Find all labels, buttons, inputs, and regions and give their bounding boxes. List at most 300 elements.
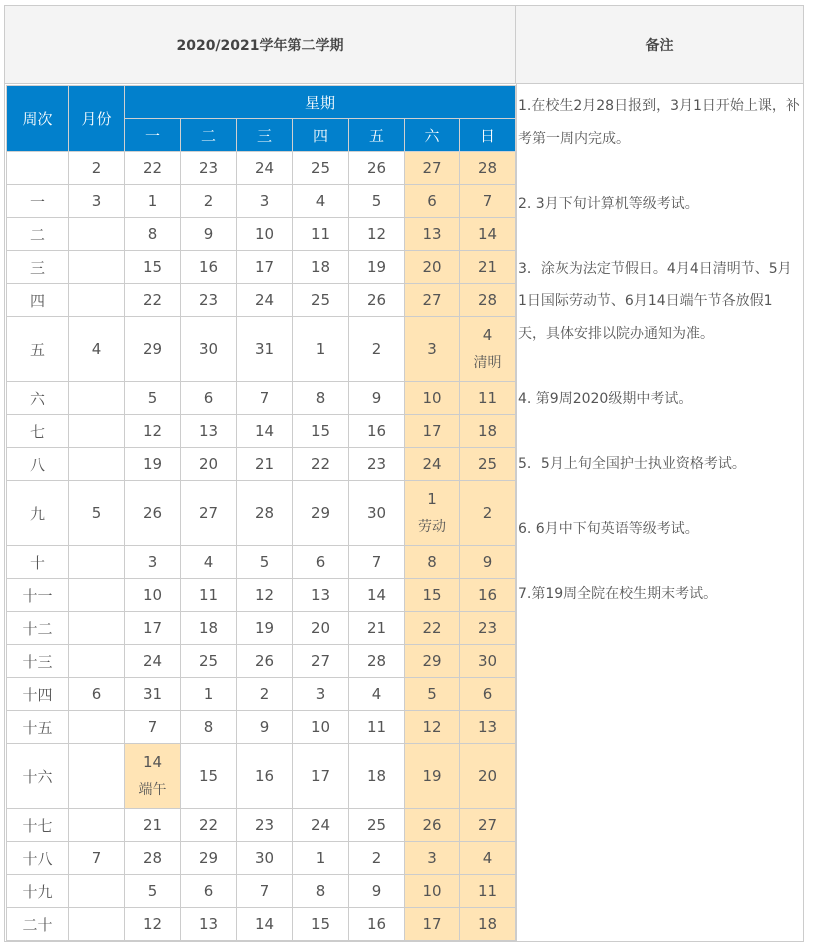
day-cell bbox=[293, 152, 349, 185]
weekday-header-thu: 四 bbox=[293, 119, 349, 152]
day-cell bbox=[293, 415, 349, 448]
day-cell bbox=[349, 842, 405, 875]
day-cell bbox=[181, 711, 237, 744]
day-cell bbox=[460, 152, 516, 185]
day-number: 30 bbox=[477, 652, 498, 670]
day-number: 27 bbox=[198, 504, 219, 522]
day-cell bbox=[460, 809, 516, 842]
day-number: 1 bbox=[203, 685, 214, 703]
day-number: 11 bbox=[198, 586, 219, 604]
day-cell bbox=[125, 678, 181, 711]
day-cell bbox=[460, 481, 516, 546]
weekday-header-sat: 六 bbox=[405, 119, 460, 152]
day-cell bbox=[293, 317, 349, 382]
month-cell bbox=[69, 744, 125, 809]
day-cell bbox=[349, 481, 405, 546]
month-cell bbox=[69, 251, 125, 284]
day-cell bbox=[293, 481, 349, 546]
day-cell bbox=[460, 546, 516, 579]
day-number: 10 bbox=[254, 225, 275, 243]
day-number: 13 bbox=[422, 225, 442, 243]
day-number: 12 bbox=[366, 225, 387, 243]
calendar-grid bbox=[6, 85, 516, 941]
day-number: 27 bbox=[422, 159, 442, 177]
day-cell bbox=[237, 481, 293, 546]
day-number: 26 bbox=[366, 291, 387, 309]
day-cell bbox=[460, 251, 516, 284]
day-number: 26 bbox=[422, 816, 442, 834]
day-cell bbox=[181, 481, 237, 546]
day-number: 22 bbox=[142, 159, 163, 177]
day-number: 8 bbox=[315, 882, 326, 900]
day-cell bbox=[125, 284, 181, 317]
day-cell bbox=[293, 711, 349, 744]
day-cell bbox=[125, 645, 181, 678]
week-number-cell: 十九 bbox=[7, 875, 69, 908]
day-cell bbox=[125, 185, 181, 218]
day-number: 23 bbox=[198, 291, 219, 309]
day-cell bbox=[293, 842, 349, 875]
day-cell bbox=[405, 711, 460, 744]
day-number: 16 bbox=[198, 258, 219, 276]
semester-title: 2020/2021学年第二学期 bbox=[5, 6, 516, 84]
day-cell bbox=[125, 448, 181, 481]
day-number: 6 bbox=[315, 553, 326, 571]
day-number: 4 bbox=[371, 685, 382, 703]
day-number: 1 bbox=[315, 849, 326, 867]
calendar-body bbox=[7, 152, 516, 941]
day-cell bbox=[349, 579, 405, 612]
day-cell bbox=[237, 809, 293, 842]
day-cell bbox=[293, 908, 349, 941]
month-cell bbox=[69, 875, 125, 908]
day-number: 10 bbox=[422, 882, 442, 900]
week-number-cell bbox=[7, 152, 69, 185]
note-item: 7.第19周全院在校生期末考试。 bbox=[518, 585, 718, 602]
day-cell bbox=[181, 612, 237, 645]
day-number: 2 bbox=[371, 849, 382, 867]
day-number: 16 bbox=[254, 767, 275, 785]
note-spacer bbox=[518, 480, 800, 513]
day-number: 12 bbox=[142, 915, 163, 933]
day-cell bbox=[237, 908, 293, 941]
day-cell bbox=[349, 218, 405, 251]
day-cell bbox=[460, 579, 516, 612]
note-item: 5．5月上旬全国护士执业资格考试。 bbox=[518, 455, 746, 472]
day-number: 9 bbox=[371, 882, 382, 900]
day-number: 15 bbox=[310, 915, 331, 933]
day-number: 3 bbox=[427, 340, 437, 358]
month-cell bbox=[69, 612, 125, 645]
day-cell bbox=[125, 809, 181, 842]
day-cell bbox=[125, 744, 181, 809]
weekday-header-wed: 三 bbox=[237, 119, 293, 152]
day-cell bbox=[460, 875, 516, 908]
week-number-cell: 十二 bbox=[7, 612, 69, 645]
day-number: 9 bbox=[203, 225, 214, 243]
day-number: 14 bbox=[254, 422, 275, 440]
day-cell bbox=[237, 218, 293, 251]
note-spacer bbox=[518, 155, 800, 188]
day-number: 17 bbox=[254, 258, 275, 276]
day-cell bbox=[349, 744, 405, 809]
day-cell bbox=[293, 678, 349, 711]
day-cell bbox=[237, 875, 293, 908]
note-item: 6. 6月中下旬英语等级考试。 bbox=[518, 520, 699, 537]
day-cell bbox=[237, 579, 293, 612]
day-cell bbox=[181, 809, 237, 842]
month-cell bbox=[69, 579, 125, 612]
day-cell bbox=[237, 185, 293, 218]
day-cell bbox=[405, 645, 460, 678]
day-cell bbox=[405, 218, 460, 251]
day-number: 23 bbox=[366, 455, 387, 473]
day-number: 29 bbox=[142, 340, 163, 358]
day-number: 26 bbox=[366, 159, 387, 177]
week-number-cell: 十八 bbox=[7, 842, 69, 875]
table-row bbox=[7, 251, 516, 284]
day-number: 26 bbox=[254, 652, 275, 670]
day-number: 6 bbox=[482, 685, 493, 703]
day-cell bbox=[349, 711, 405, 744]
day-cell bbox=[181, 645, 237, 678]
day-cell bbox=[405, 317, 460, 382]
day-number: 15 bbox=[422, 586, 442, 604]
day-cell bbox=[181, 744, 237, 809]
day-cell bbox=[125, 152, 181, 185]
day-number: 25 bbox=[198, 652, 219, 670]
day-number: 19 bbox=[254, 619, 275, 637]
note-item: 3．涂灰为法定节假日。4月4日清明节、5月1日国际劳动节、6月14日端午节各放假1天，具体安排以院办通知为准。 bbox=[518, 260, 792, 342]
month-cell: 2 bbox=[69, 152, 125, 185]
day-number: 30 bbox=[254, 849, 275, 867]
day-cell bbox=[237, 744, 293, 809]
day-number: 28 bbox=[477, 159, 498, 177]
day-number: 13 bbox=[198, 422, 219, 440]
day-cell bbox=[460, 744, 516, 809]
day-cell bbox=[460, 317, 516, 382]
day-cell bbox=[181, 448, 237, 481]
day-cell bbox=[460, 218, 516, 251]
day-number: 14 bbox=[142, 753, 163, 771]
day-number: 22 bbox=[422, 619, 442, 637]
holiday-label: 端午 bbox=[138, 782, 167, 798]
day-number: 24 bbox=[422, 455, 442, 473]
day-cell bbox=[237, 284, 293, 317]
day-number: 3 bbox=[259, 192, 270, 210]
week-number-cell: 八 bbox=[7, 448, 69, 481]
table-row bbox=[7, 908, 516, 941]
week-number-cell: 十 bbox=[7, 546, 69, 579]
day-cell bbox=[293, 612, 349, 645]
day-number: 16 bbox=[366, 422, 387, 440]
day-cell bbox=[237, 251, 293, 284]
day-number: 23 bbox=[254, 816, 275, 834]
day-cell bbox=[293, 809, 349, 842]
day-cell bbox=[293, 448, 349, 481]
month-cell bbox=[69, 711, 125, 744]
day-number: 14 bbox=[254, 915, 275, 933]
month-cell bbox=[69, 546, 125, 579]
note-spacer bbox=[518, 545, 800, 578]
day-number: 6 bbox=[427, 192, 437, 210]
day-number: 9 bbox=[482, 553, 493, 571]
day-number: 20 bbox=[422, 258, 442, 276]
day-cell bbox=[460, 284, 516, 317]
day-number: 24 bbox=[310, 816, 331, 834]
day-cell bbox=[460, 678, 516, 711]
day-cell bbox=[237, 546, 293, 579]
day-cell bbox=[181, 678, 237, 711]
day-number: 1 bbox=[315, 340, 326, 358]
day-number: 7 bbox=[482, 192, 493, 210]
week-number-cell: 十五 bbox=[7, 711, 69, 744]
day-number: 19 bbox=[142, 455, 163, 473]
day-number: 3 bbox=[427, 849, 437, 867]
day-number: 17 bbox=[310, 767, 331, 785]
day-cell bbox=[349, 382, 405, 415]
day-cell bbox=[349, 875, 405, 908]
day-number: 4 bbox=[315, 192, 326, 210]
table-row bbox=[7, 612, 516, 645]
day-number: 25 bbox=[310, 159, 331, 177]
day-number: 13 bbox=[310, 586, 331, 604]
day-cell bbox=[460, 612, 516, 645]
day-number: 12 bbox=[142, 422, 163, 440]
day-cell bbox=[237, 382, 293, 415]
day-cell bbox=[460, 185, 516, 218]
day-number: 5 bbox=[147, 389, 158, 407]
day-number: 14 bbox=[477, 225, 498, 243]
day-cell bbox=[181, 152, 237, 185]
day-number: 11 bbox=[366, 718, 387, 736]
table-row bbox=[7, 382, 516, 415]
table-row bbox=[7, 284, 516, 317]
day-number: 20 bbox=[198, 455, 219, 473]
day-cell bbox=[405, 251, 460, 284]
month-cell bbox=[69, 809, 125, 842]
day-cell bbox=[125, 481, 181, 546]
week-number-cell: 二十 bbox=[7, 908, 69, 941]
holiday-label: 劳动 bbox=[418, 519, 446, 535]
day-number: 21 bbox=[366, 619, 387, 637]
month-cell bbox=[69, 908, 125, 941]
table-row bbox=[7, 448, 516, 481]
day-cell bbox=[237, 152, 293, 185]
table-row bbox=[7, 218, 516, 251]
day-number: 18 bbox=[477, 915, 498, 933]
day-cell bbox=[293, 251, 349, 284]
day-cell bbox=[349, 185, 405, 218]
day-cell bbox=[293, 875, 349, 908]
day-cell bbox=[405, 875, 460, 908]
day-cell bbox=[237, 711, 293, 744]
day-cell bbox=[125, 317, 181, 382]
table-row bbox=[7, 711, 516, 744]
day-cell bbox=[405, 809, 460, 842]
week-number-cell: 四 bbox=[7, 284, 69, 317]
day-number: 26 bbox=[142, 504, 163, 522]
note-item: 1.在校生2月28日报到，3月1日开始上课，补考第一周内完成。 bbox=[518, 98, 800, 147]
week-number-cell: 十一 bbox=[7, 579, 69, 612]
holiday-label: 清明 bbox=[473, 355, 502, 371]
day-number: 30 bbox=[198, 340, 219, 358]
week-number-cell: 十七 bbox=[7, 809, 69, 842]
day-cell bbox=[405, 546, 460, 579]
day-cell bbox=[405, 481, 460, 546]
weekday-group-header: 星期 bbox=[125, 86, 516, 119]
day-cell bbox=[460, 908, 516, 941]
day-cell bbox=[181, 382, 237, 415]
day-number: 17 bbox=[142, 619, 163, 637]
day-cell bbox=[405, 152, 460, 185]
day-number: 21 bbox=[477, 258, 498, 276]
day-number: 18 bbox=[366, 767, 387, 785]
day-number: 18 bbox=[310, 258, 331, 276]
day-number: 24 bbox=[254, 291, 275, 309]
day-number: 8 bbox=[315, 389, 326, 407]
day-number: 9 bbox=[259, 718, 270, 736]
day-number: 2 bbox=[203, 192, 214, 210]
day-cell bbox=[293, 284, 349, 317]
day-cell bbox=[181, 218, 237, 251]
day-number: 3 bbox=[315, 685, 326, 703]
day-number: 1 bbox=[147, 192, 158, 210]
day-number: 28 bbox=[142, 849, 163, 867]
month-cell: 4 bbox=[69, 317, 125, 382]
day-number: 16 bbox=[477, 586, 498, 604]
day-number: 5 bbox=[259, 553, 270, 571]
day-cell bbox=[349, 284, 405, 317]
day-number: 9 bbox=[371, 389, 382, 407]
day-number: 12 bbox=[422, 718, 442, 736]
day-number: 5 bbox=[147, 882, 158, 900]
week-number-cell: 十六 bbox=[7, 744, 69, 809]
day-cell bbox=[181, 579, 237, 612]
day-number: 21 bbox=[142, 816, 163, 834]
day-number: 30 bbox=[366, 504, 387, 522]
day-cell bbox=[405, 744, 460, 809]
day-cell bbox=[293, 218, 349, 251]
table-row bbox=[7, 678, 516, 711]
day-cell bbox=[349, 678, 405, 711]
day-cell bbox=[349, 908, 405, 941]
day-cell bbox=[293, 382, 349, 415]
day-cell bbox=[405, 382, 460, 415]
month-cell: 5 bbox=[69, 481, 125, 546]
day-cell bbox=[125, 218, 181, 251]
day-number: 23 bbox=[198, 159, 219, 177]
day-number: 2 bbox=[482, 504, 493, 522]
column-divider bbox=[516, 84, 517, 941]
day-cell bbox=[405, 284, 460, 317]
day-number: 13 bbox=[477, 718, 498, 736]
day-number: 5 bbox=[427, 685, 437, 703]
day-number: 4 bbox=[203, 553, 214, 571]
table-row bbox=[7, 481, 516, 546]
day-cell bbox=[349, 152, 405, 185]
day-number: 19 bbox=[422, 767, 442, 785]
day-number: 2 bbox=[371, 340, 382, 358]
day-number: 27 bbox=[310, 652, 331, 670]
day-number: 4 bbox=[482, 326, 493, 344]
week-number-cell: 七 bbox=[7, 415, 69, 448]
day-number: 11 bbox=[477, 389, 498, 407]
month-cell: 3 bbox=[69, 185, 125, 218]
month-cell: 7 bbox=[69, 842, 125, 875]
note-spacer bbox=[518, 350, 800, 383]
table-row bbox=[7, 152, 516, 185]
week-number-cell: 十四 bbox=[7, 678, 69, 711]
day-cell bbox=[125, 875, 181, 908]
day-number: 7 bbox=[371, 553, 382, 571]
day-number: 21 bbox=[254, 455, 275, 473]
day-cell bbox=[181, 842, 237, 875]
day-number: 16 bbox=[366, 915, 387, 933]
week-number-cell: 一 bbox=[7, 185, 69, 218]
day-cell bbox=[181, 185, 237, 218]
month-cell bbox=[69, 415, 125, 448]
notes-header: 备注 bbox=[516, 6, 803, 84]
day-number: 5 bbox=[371, 192, 382, 210]
day-cell bbox=[405, 579, 460, 612]
day-number: 18 bbox=[477, 422, 498, 440]
day-cell bbox=[293, 645, 349, 678]
table-row bbox=[7, 546, 516, 579]
day-cell bbox=[349, 415, 405, 448]
day-cell bbox=[125, 415, 181, 448]
day-cell bbox=[293, 185, 349, 218]
table-row bbox=[7, 415, 516, 448]
day-cell bbox=[405, 678, 460, 711]
day-cell bbox=[349, 645, 405, 678]
notes-panel bbox=[518, 90, 800, 610]
day-cell bbox=[237, 448, 293, 481]
week-number-cell: 三 bbox=[7, 251, 69, 284]
day-cell bbox=[237, 612, 293, 645]
day-cell bbox=[125, 711, 181, 744]
day-number: 20 bbox=[310, 619, 331, 637]
day-cell bbox=[125, 546, 181, 579]
week-number-cell: 九 bbox=[7, 481, 69, 546]
day-number: 17 bbox=[422, 915, 442, 933]
note-spacer bbox=[518, 220, 800, 253]
day-number: 22 bbox=[142, 291, 163, 309]
weekday-header-sun: 日 bbox=[460, 119, 516, 152]
table-row bbox=[7, 842, 516, 875]
semester-calendar-table bbox=[4, 5, 804, 942]
day-number: 17 bbox=[422, 422, 442, 440]
table-row bbox=[7, 317, 516, 382]
day-cell bbox=[181, 284, 237, 317]
day-number: 7 bbox=[259, 389, 270, 407]
day-cell bbox=[125, 612, 181, 645]
day-cell bbox=[460, 382, 516, 415]
day-number: 27 bbox=[422, 291, 442, 309]
table-row bbox=[7, 645, 516, 678]
day-number: 6 bbox=[203, 882, 214, 900]
day-number: 24 bbox=[254, 159, 275, 177]
day-cell bbox=[405, 842, 460, 875]
day-cell bbox=[293, 579, 349, 612]
day-cell bbox=[349, 612, 405, 645]
day-number: 19 bbox=[366, 258, 387, 276]
day-number: 27 bbox=[477, 816, 498, 834]
day-number: 12 bbox=[254, 586, 275, 604]
day-number: 28 bbox=[254, 504, 275, 522]
note-item: 2. 3月下旬计算机等级考试。 bbox=[518, 195, 699, 212]
month-cell bbox=[69, 448, 125, 481]
